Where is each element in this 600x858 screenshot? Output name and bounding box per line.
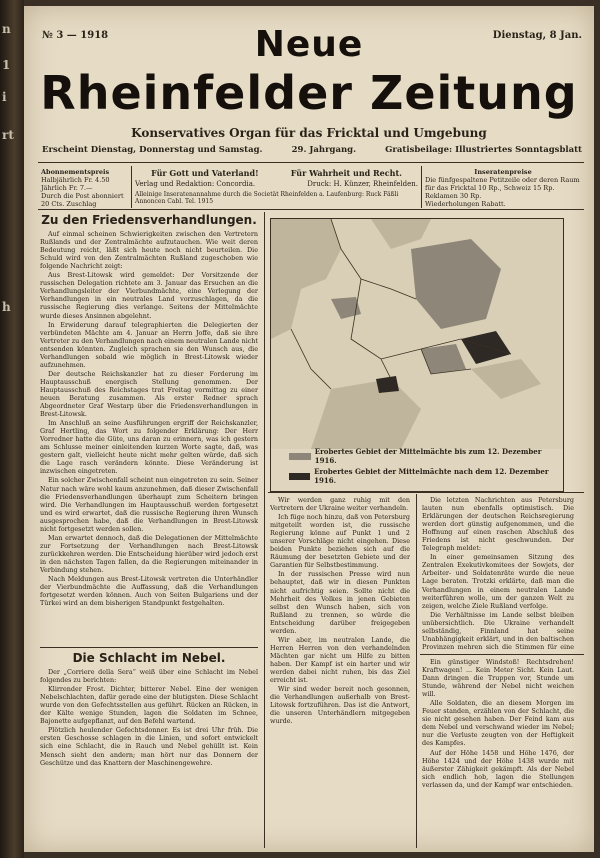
paragraph: Nach Meldungen aus Brest-Litowsk vertreten die Unterhändler der Vierbundmächte die Auffassung, daß die Verhandlungen fortgesetzt werden können. Auch von Seiten Bulgariens und der Türkei wird an dem bisherigen Standpunkt festgehalten. [40,575,258,608]
publisher-line [135,180,418,188]
rates-line: Die fünfgespaltene Petitzeile oder deren Raum [425,176,580,184]
previous-page-edge [0,0,22,858]
volume-number: 29. Jahrgang. [291,145,357,155]
legend-swatch [289,473,310,480]
prev-page-letter: n [2,22,11,36]
legend-label: Erobertes Gebiet der Mittelmächte bis zum 12. Dezember 1916. [314,447,542,465]
subscription-line: Durch die Post abonniert [41,192,124,200]
article-headline: Die Schlacht im Nebel. [72,651,226,665]
article-continuation-right [422,496,574,652]
publisher-box [132,166,422,208]
article-peace-negotiations [40,212,258,644]
paragraph: Aus Brest-Litowsk wird gemeldet: Der Vorsitzende der russischen Delegation richtete am 3. Januar das Ersuchen an die Verhandlungsleiter der Vierbundmächte, eine Verlegung der Verhandlungen in ein neutrales Land vorzuschlagen, da die russische Regierung dies verlange. Seitens der Mittelmächte wurde dieses Ansinnen abgelehnt. [40,271,258,320]
legend-label: Erobertes Gebiet der Mittelmächte nach dem 12. Dezember 1916. [314,467,549,485]
paragraph: Auf einmal scheinen Schwierigkeiten zwischen den Vertretern Rußlands und der Zentralmächte aufzutauchen. Wie weit deren Bedeutung reicht, läßt sich heute noch nicht beurteilen. Die Schuld wird von den Zentralmächten Rußland zugeschoben wie folgende Nachricht zeigt: [40,230,258,271]
column-divider [264,212,265,848]
paragraph: Der „Corriere della Sera“ weiß über eine Schlacht im Nebel folgendes zu berichten: [40,668,258,685]
paragraph: Plötzlich heulender Gefechtsdonner. Es ist drei Uhr früh. Die ersten Geschosse schlagen in die Linien, und sofort entwickelt sich eine Schlacht, die in Rauch und Nebel gehüllt ist. Kein Mensch sieht den andern; man hört nur das Donnern der Geschütze und das Knattern der Maschinengewehre. [40,726,258,767]
masthead-subtitle: Konservatives Organ für das Fricktal und Umgebung [131,126,487,140]
paragraph: Ich füge noch hinzu, daß von Petersburg mitgeteilt worden ist, die russische Regierung könne auf Punkt 1 und 2 unserer Vorschläge nicht eingehen. Diese beiden Punkte beziehen sich auf die Räumung der besetzten Gebiete und der Garantien für Selbstbestimmung. [270,513,410,570]
supplement-note: Gratisbeilage: Illustriertes Sonntagsblatt [385,145,582,155]
masthead-infoline [42,145,582,155]
issue-date: Dienstag, 8 Jan. [492,30,582,41]
paragraph: Wir sind weder bereit noch gesonnen, die Verhandlungen außerhalb von Brest-Litowsk fortzuführen. Das ist die Antwort, die unseren Unterhändlern mitgegeben wurde. [270,685,410,726]
publication-schedule: Erscheint Dienstag, Donnerstag und Samstag. [42,145,263,155]
article-fog-continuation [422,658,574,848]
paragraph: Der deutsche Reichskanzler hat zu dieser Forderung im Hauptausschuß energisch Stellung genommen. Der Hauptausschuß des Reichstages trat Freitag vormittag zu einer neuen Beratung zusammen. Als erster Redner sprach Abgeordneter Graf Westarp über die Friedensverhandlungen in Brest-Litowsk. [40,369,258,419]
paragraph: Die letzten Nachrichten aus Petersburg lauten nun ebenfalls optimistisch. Die Erklärungen der deutschen Reichsregierung werden dort günstig aufgenommen, und die Hoffnung auf einen raschen Abschluß des Friedens ist nicht geschwunden. Der Telegraph meldet: [422,496,574,553]
war-map [270,218,564,492]
article-continuation-middle [270,496,410,848]
prev-page-letter: h [2,300,11,314]
prev-page-letter: i [2,90,7,104]
rates-line: Inseratenpreise [474,168,532,176]
map-drawing [271,219,563,449]
rates-line: Reklamen 30 Rp. [425,192,482,200]
newspaper-page [24,6,594,852]
paragraph: Man erwartet dennoch, daß die Delegationen der Mittelmächte zur Fortsetzung der Verhandlungen nach Brest-Litowsk zurückkehren werden. Die Entscheidung hierüber wird jedoch erst in den nächsten Tagen fallen, da die Regierungen miteinander in Verbindung stehen. [40,533,258,574]
masthead-title-line2: Rheinfelder Zeitung [40,66,578,120]
paragraph: Auf der Höhe 1458 und Höhe 1476, der Höhe 1424 und der Höhe 1438 wurde mit äußerster Zähigkeit gekämpft. Als der Nebel sich endlich hob, lagen die Stellungen verlassen da, und der Kampf war entschieden. [422,748,574,789]
printer-text: Druck: H. Künzer, Rheinfelden. [307,180,418,188]
legend-swatch [289,453,311,460]
prev-page-letter: rt [2,128,14,142]
paragraph: In Erwiderung darauf telegraphierten die Delegierten der verbündeten Mächte am 4. Januar an Herrn Joffe, daß sie ihre Vertreter zu den Verhandlungen nach einem neutralen Lande nicht entsenden könnten. Zugleich sprachen sie den Wunsch aus, die Verhandlungen sobald wie möglich in Brest-Litowsk wieder aufzunehmen. [40,320,258,369]
rates-line: für das Fricktal 10 Rp., Schweiz 15 Rp. [425,184,555,192]
subscription-box [38,166,132,208]
article-headline: Zu den Friedensverhandlungen. [41,213,257,227]
map-separator [268,492,584,493]
legend-item [289,447,563,465]
paragraph: In der russischen Presse wird nun behauptet, daß wir in diesen Punkten nicht aufrichtig seien. Sollte nicht die Mehrheit des Volkes in jenen Gebieten selbst den Wunsch haben, sich von Rußland zu trennen, so würde die Entscheidung darüber freigegeben werden. [270,570,410,635]
paragraph: Klirrender Frost. Dichter, bitterer Nebel. Eine der wenigen Nebelschlachten, dafür gerade eine der blutigsten. Diese Schlacht wurde von den Gefechtsstellen aus geführt. Rücken an Rücken, in der Kälte wenige Stunden, lagen die Soldaten im Schnee, Bajonette aufgepflanzt, auf den Befehl wartend. [40,685,258,726]
header-info-boxes [38,166,584,208]
paragraph: Ein solcher Zwischenfall scheint nun eingetreten zu sein. Seiner Natur nach wäre wohl kaum anzunehmen, daß dieser Zwischenfall die Friedensverhandlungen überhaupt zum Scheitern bringen wird. Die Verhandlungen im Hauptausschuß werden fortgesetzt und es wird erwartet, daß die russische Regierung ihren Wunsch ausgesprochen habe, daß die Verhandlungen in Brest-Litowsk nicht fortgesetzt werden sollen. [40,476,258,533]
paragraph: Im Anschluß an seine Ausführungen ergriff der Reichskanzler, Graf Hertling, das Wort zu folgender Erklärung: Der Herr Vorredner hatte die Güte, uns daran zu erinnern, was ich gestern am Schlusse meiner einleitenden kurzen Worte sagte, daß, was gestern galt, vielleicht heute nicht mehr gelten würde, daß sich die Lage rasch verändern könnte. Diese Veränderung ist inzwischen eingetreten. [40,419,258,476]
map-legend [289,445,563,485]
publisher-text: Verlag und Redaktion: Concordia. [135,180,256,188]
prev-page-letter: 1 [2,58,11,72]
issue-number: № 3 — 1918 [42,30,109,41]
paragraph: Wir werden ganz ruhig mit den Vertretern der Ukraine weiter verhandeln. [270,496,410,513]
header-rule-bottom [38,209,584,210]
paragraph: Die Verhältnisse im Lande selbst bleiben unübersichtlich. Die Ukraine verhandelt selbständig, Finnland hat seine Unabhängigkeit erklärt, und in den baltischen Provinzen mehren sich die Stimmen für eine [422,610,574,651]
article-battle-in-fog [40,650,258,848]
article-separator [420,654,584,655]
legend-item [289,467,563,485]
column-divider [416,494,417,848]
ads-note: Alleinige Inseratenannahme durch die Societät Rheinfelden a. Laufenburg: Ruck Fäßli Annoncen Cabl. Tel. 1915 [135,191,399,205]
article-separator [40,647,258,648]
occupied-area-late [376,376,399,393]
motto-left: Für Gott und Vaterland! [151,168,259,178]
subscription-line: 20 Cts. Zuschlag [41,200,97,208]
rates-line: Wiederholungen Rabatt. [425,200,506,208]
motto-right: Für Wahrheit und Recht. [290,168,402,178]
paragraph: In einer gemeinsamen Sitzung des Zentralen Exekutivkomitees der Sowjets, der Arbeiter- und Soldatenräte wurde die neue Lage beraten. Trotzki erklärte, daß man die Verhandlungen in einem neutralen Lande weiterführen wolle, um der ganzen Welt zu zeigen, welche Ziele Rußland verfolge. [422,553,574,610]
paragraph: Wir aber, im neutralen Lande, die Herren Herren von den verhandelnden Mächten gar nicht um Hilfe zu bitten haben. Der Kampf ist ein harter und wir werden dabei nicht ruhen, bis das Ziel erreicht ist. [270,635,410,685]
subscription-line: Jährlich Fr. 7.— [41,184,93,192]
paragraph: Alle Soldaten, die an diesem Morgen im Feuer standen, erzählen von der Schlacht, die sie nicht gesehen haben. Der Feind kam aus dem Nebel und verschwand wieder im Nebel; nur die Verluste zeugten von der Heftigkeit des Kampfes. [422,699,574,748]
subscription-line: Abonnementspreis [41,168,110,176]
header-rule-top [38,162,584,163]
masthead-title-line1: Neue [254,24,364,65]
advertising-rates-box [422,166,584,208]
paragraph: Ein günstiger Windstoß! Rechtsdrehen! Kraftwagen! ... Kein Meter Sicht. Kein Laut. Dann dringen die Truppen vor, Stunde um Stunde, während der Nebel nicht weichen will. [422,658,574,699]
motto-line [135,168,418,178]
subscription-line: Halbjährlich Fr. 4.50 [41,176,110,184]
